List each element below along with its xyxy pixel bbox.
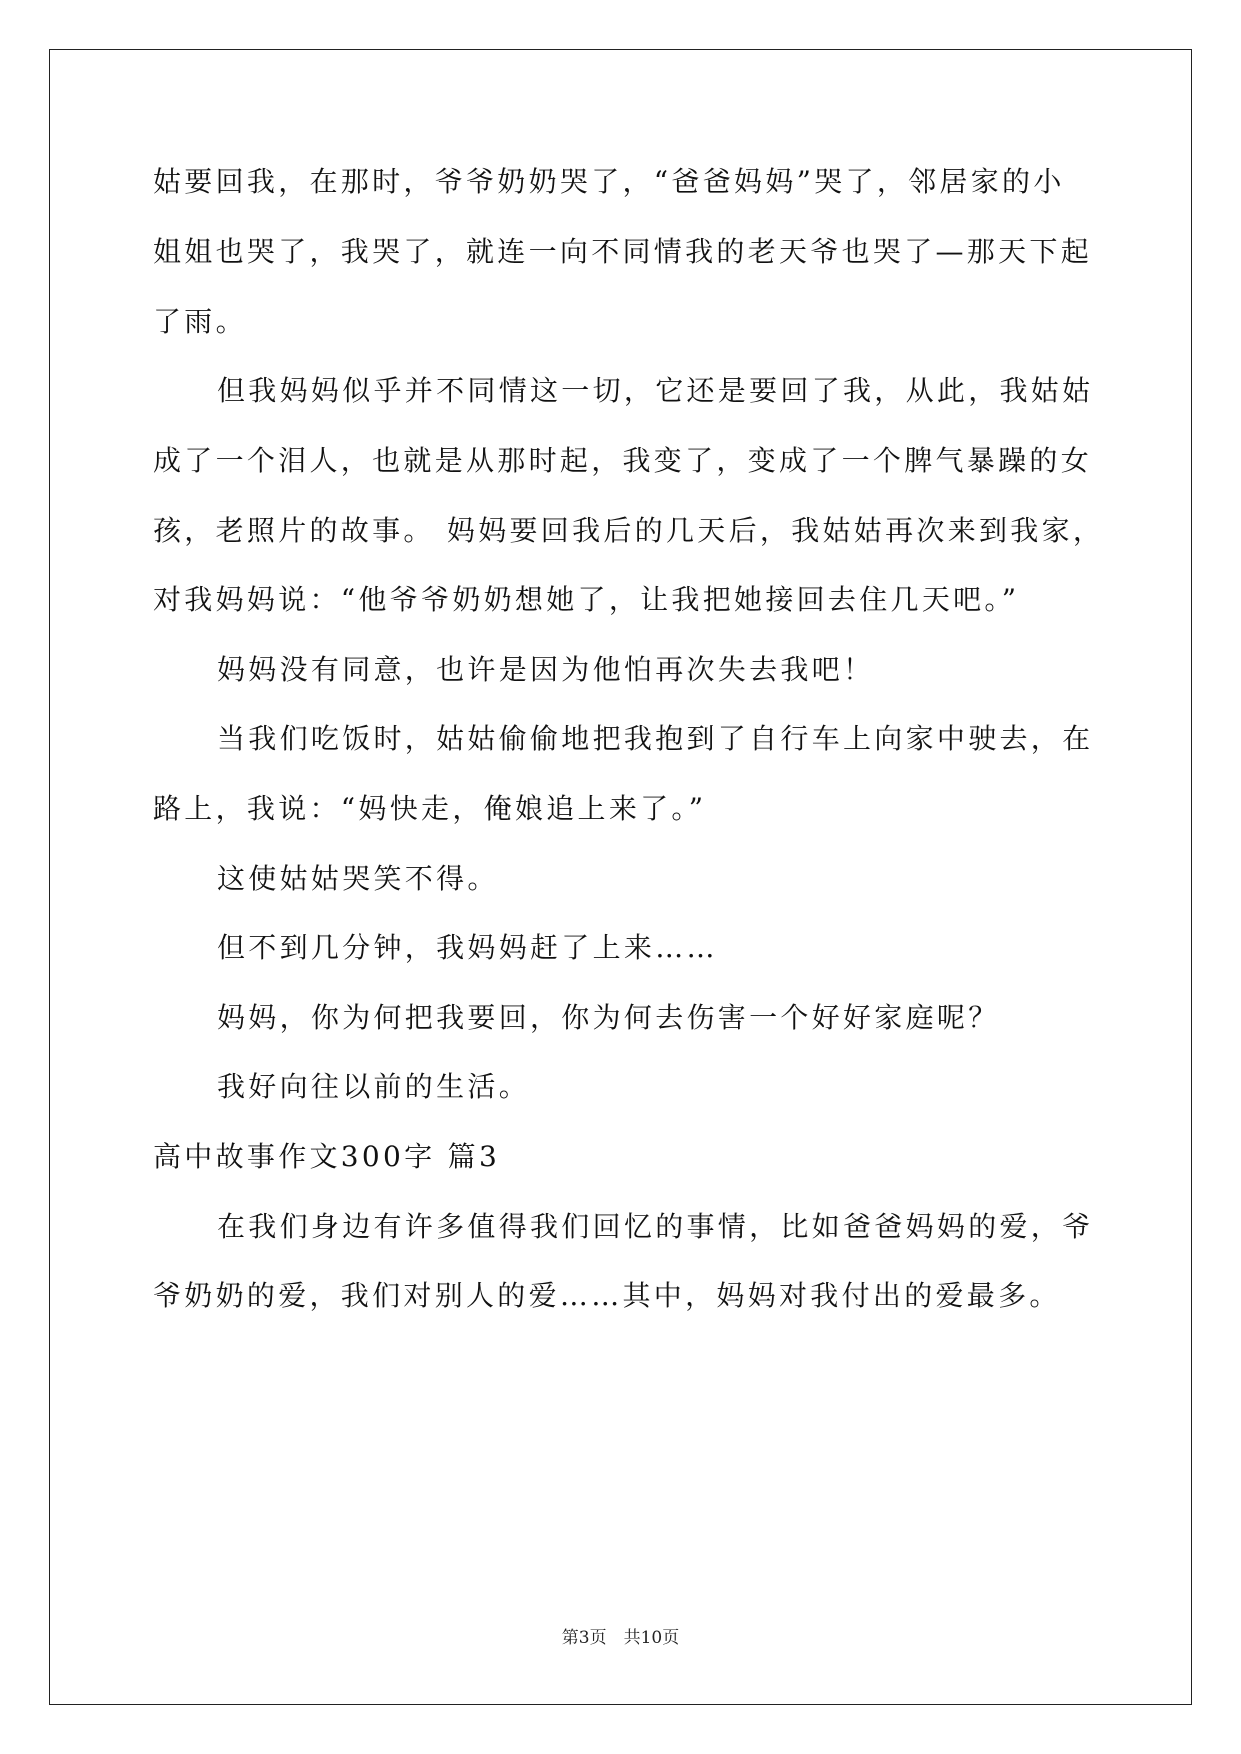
text-line: 姐姐也哭了，我哭了，就连一向不同情我的老天爷也哭了—那天下起 xyxy=(153,235,1093,268)
text-line: 对我妈妈说：“他爷爷奶奶想她了，让我把她接回去住几天吧。” xyxy=(153,583,1020,616)
text-line: 路上，我说：“妈快走，俺娘追上来了。” xyxy=(153,792,707,825)
paragraph-start: 妈妈没有同意，也许是因为他怕再次失去我吧！ xyxy=(217,653,875,686)
section-heading: 高中故事作文300字 篇3 xyxy=(153,1140,501,1173)
paragraph-start: 这使姑姑哭笑不得。 xyxy=(217,862,499,895)
text-line: 姑要回我，在那时，爷爷奶奶哭了，“爸爸妈妈”哭了，邻居家的小 xyxy=(153,165,1065,198)
text-line: 成了一个泪人，也就是从那时起，我变了，变成了一个脾气暴躁的女 xyxy=(153,444,1093,477)
paragraph-start: 当我们吃饭时，姑姑偷偷地把我抱到了自行车上向家中驶去，在 xyxy=(217,722,1094,755)
page-number: 第3页 共10页 xyxy=(561,1628,680,1648)
paragraph-start: 妈妈，你为何把我要回，你为何去伤害一个好好家庭呢？ xyxy=(217,1001,1000,1034)
text-line: 孩，老照片的故事。 妈妈要回我后的几天后，我姑姑再次来到我家， xyxy=(153,514,1105,547)
text-line: 爷奶奶的爱，我们对别人的爱……其中，妈妈对我付出的爱最多。 xyxy=(153,1279,1061,1312)
paragraph-start: 但我妈妈似乎并不同情这一切，它还是要回了我，从此，我姑姑 xyxy=(217,374,1094,407)
text-line: 了雨。 xyxy=(153,305,247,338)
paragraph-start: 但不到几分钟，我妈妈赶了上来…… xyxy=(217,931,718,964)
paragraph-start: 我好向往以前的生活。 xyxy=(217,1070,531,1103)
paragraph-start: 在我们身边有许多值得我们回忆的事情，比如爸爸妈妈的爱，爷 xyxy=(217,1210,1094,1243)
